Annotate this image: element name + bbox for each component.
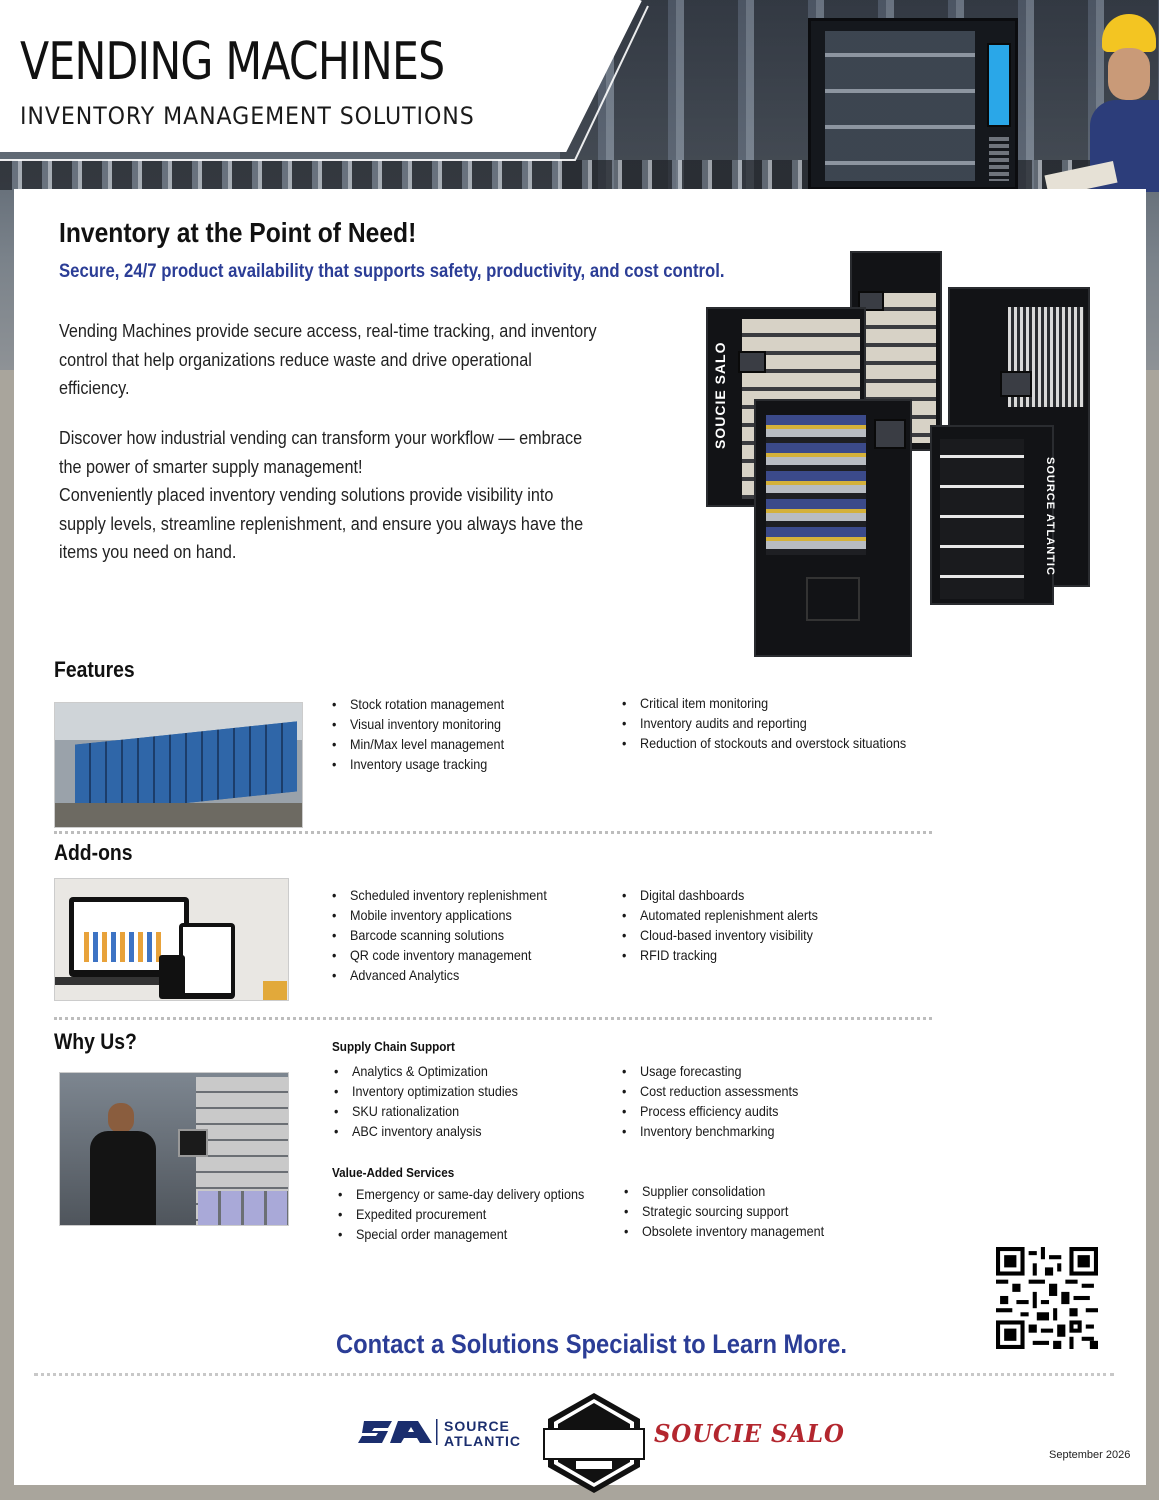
list-item: • Advanced Analytics	[332, 965, 547, 985]
list-item: • Mobile inventory applications	[332, 905, 547, 925]
list-item: • Reduction of stockouts and overstock situations	[622, 733, 906, 753]
intro-paragraph-2	[59, 424, 599, 567]
worker-photo	[1086, 14, 1159, 190]
list-item: • Obsolete inventory management	[624, 1221, 824, 1241]
list-item: • Strategic sourcing support	[624, 1201, 824, 1221]
source-atlantic-machine-label: SOURCE ATLANTIC	[1044, 457, 1056, 576]
list-item: • Emergency or same-day delivery options	[338, 1184, 584, 1204]
addons-list-col2	[622, 885, 840, 965]
page-title: VENDING MACHINES	[20, 32, 445, 92]
section-divider	[54, 831, 932, 834]
publication-date: September 2026	[1049, 1449, 1131, 1461]
list-item: • Cost reduction assessments	[622, 1081, 798, 1101]
page-subtitle: INVENTORY MANAGEMENT SOLUTIONS	[20, 102, 475, 130]
list-item: • RFID tracking	[622, 945, 818, 965]
list-item: • Process efficiency audits	[622, 1101, 798, 1121]
soucie-salo-logo: SOUCIE SALO	[654, 1419, 845, 1448]
features-list-col1	[332, 694, 523, 774]
supply-chain-list-col1	[334, 1061, 538, 1141]
list-item: • Inventory optimization studies	[334, 1081, 518, 1101]
list-item: • Min/Max level management	[332, 734, 504, 754]
features-list-col2	[622, 693, 938, 753]
intro-paragraph-2-line1: Discover how industrial vending can transform your workflow — embrace the power of smarter supply management!	[59, 428, 583, 477]
list-item: • Automated replenishment alerts	[622, 905, 818, 925]
intro-headline: Inventory at the Point of Need!	[59, 217, 417, 248]
title-panel	[0, 0, 650, 160]
contact-cta[interactable]: Contact a Solutions Specialist to Learn More.	[336, 1329, 847, 1359]
content-sheet	[14, 189, 1146, 1485]
list-item: • Scheduled inventory replenishment	[332, 885, 547, 905]
intro-paragraph-1: Vending Machines provide secure access, real-time tracking, and inventory control that help organizations reduce waste and drive operational efficiency.	[59, 321, 597, 398]
supply-chain-list-col2	[622, 1061, 818, 1141]
intro-subheadline: Secure, 24/7 product availability that supports safety, productivity, and cost control.	[59, 261, 725, 282]
source-atlantic-logo: SOURCE ATLANTIC	[444, 1418, 521, 1449]
list-item: • Visual inventory monitoring	[332, 714, 504, 734]
source-atlantic-logo-icon	[358, 1417, 438, 1447]
vending-machine-photo	[808, 18, 1018, 190]
list-item: • Special order management	[338, 1224, 584, 1244]
list-item: • Barcode scanning solutions	[332, 925, 547, 945]
qr-code[interactable]	[996, 1247, 1098, 1349]
section-divider	[54, 1017, 932, 1020]
value-added-list-col1	[338, 1184, 612, 1244]
addons-photo	[54, 878, 289, 1001]
list-item: • ABC inventory analysis	[334, 1121, 518, 1141]
list-item: • Cloud-based inventory visibility	[622, 925, 818, 945]
list-item: • Critical item monitoring	[622, 693, 906, 713]
soucie-salo-machine-label: SOUCIE SALO	[712, 341, 728, 449]
why-us-photo	[59, 1072, 289, 1226]
footer-divider	[34, 1373, 1114, 1376]
value-added-list-col2	[624, 1181, 846, 1241]
list-item: • Usage forecasting	[622, 1061, 798, 1081]
list-item: • Inventory usage tracking	[332, 754, 504, 774]
list-item: • Digital dashboards	[622, 885, 818, 905]
bolt-supply-house-logo-icon	[542, 1391, 646, 1495]
list-item: • Inventory audits and reporting	[622, 713, 906, 733]
addons-title: Add-ons	[54, 840, 133, 865]
intro-paragraph-2-line2: Conveniently placed inventory vending solutions provide visibility into supply levels, streamline replenishment, and ensure you always have the items you need on hand.	[59, 485, 584, 562]
list-item: • Expedited procurement	[338, 1204, 584, 1224]
value-added-label: Value-Added Services	[332, 1165, 455, 1180]
list-item: • SKU rationalization	[334, 1101, 518, 1121]
addons-list-col1	[332, 885, 571, 985]
why-us-title: Why Us?	[54, 1029, 137, 1054]
coil-vending-machine	[754, 399, 912, 657]
supply-chain-label: Supply Chain Support	[332, 1039, 455, 1054]
features-photo	[54, 702, 303, 828]
list-item: • QR code inventory management	[332, 945, 547, 965]
list-item: • Supplier consolidation	[624, 1181, 824, 1201]
drawer-cabinet	[930, 425, 1054, 605]
list-item: • Stock rotation management	[332, 694, 504, 714]
list-item: • Inventory benchmarking	[622, 1121, 798, 1141]
list-item: • Analytics & Optimization	[334, 1061, 518, 1081]
features-title: Features	[54, 657, 135, 682]
